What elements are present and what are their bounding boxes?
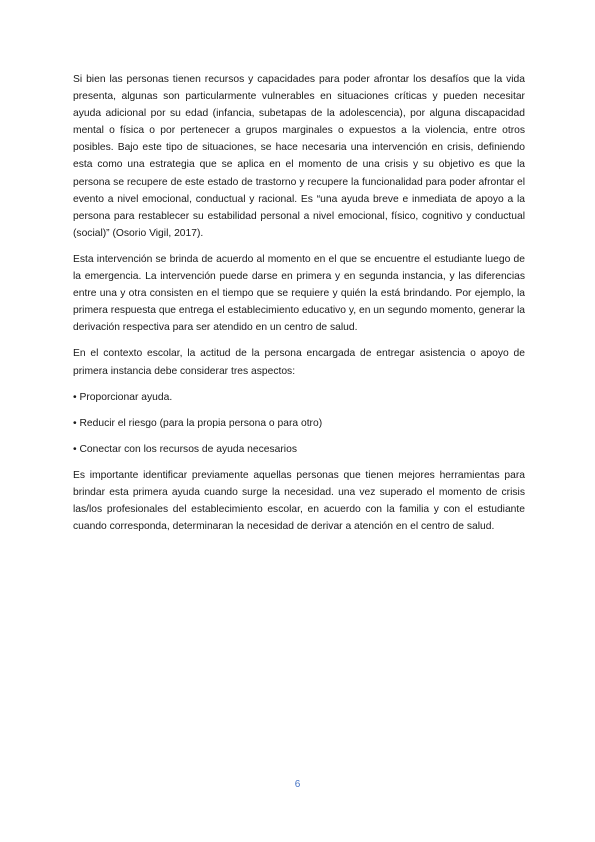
bullet-item: • Proporcionar ayuda. bbox=[73, 391, 173, 403]
document-body bbox=[73, 71, 525, 544]
page-number: 6 bbox=[294, 779, 301, 790]
paragraph-vulnerability: Si bien las personas tienen recursos y capacidades para poder afrontar los desafíos que la vida presenta, algunas son particularmente vulnerables en situaciones críticas y pueden necesitar ayuda adicional por su edad (infancia, subetapas de la adolescencia), por alguna discapacidad mental o física o por pertenecer a grupos marginales o expuestos a la violencia, entre otros posibles. Bajo este tipo de situaciones, se hace necesaria una intervención en crisis, definiendo esta como una estrategia que se aplica en el momento de una crisis y su objetivo es que la persona se recupere de este estado de trastorno y recupere la funcionalidad para poder afrontar el evento a nivel emocional, conductual y racional. Es “una ayuda breve e inmediata de apoyo a la persona para restablecer su estabilidad personal a nivel emocional, físico, cognitivo y conductual (social)” (Osorio Vigil, 2017). bbox=[73, 74, 525, 239]
bullet-item: • Reducir el riesgo (para la propia persona o para otro) bbox=[73, 417, 323, 429]
paragraph-intervention: Esta intervención se brinda de acuerdo al momento en el que se encuentre el estudiante luego de la emergencia. La intervención puede darse en primera y en segunda instancia, y las diferencias entre una y otra consisten en el tiempo que se requiere y quién la está brindando. Por ejemplo, la primera respuesta que entrega el establecimiento educativo y, en un segundo momento, generar la derivación respectiva para ser atendido en un centro de salud. bbox=[73, 253, 526, 334]
paragraph-closing: Es importante identificar previamente aquellas personas que tienen mejores herramientas para brindar esta primera ayuda cuando surge la necesidad. una vez superado el momento de crisis las/los profesionales del establecimiento escolar, en acuerdo con la familia y con el estudiante cuando corresponda, determinaran la necesidad de derivar a atención en el centro de salud. bbox=[73, 469, 525, 533]
paragraph-school-context: En el contexto escolar, la actitud de la persona encargada de entregar asistencia o apoyo de primera instancia debe considerar tres aspectos: bbox=[73, 348, 525, 377]
bullet-item: • Conectar con los recursos de ayuda necesarios bbox=[73, 443, 297, 455]
